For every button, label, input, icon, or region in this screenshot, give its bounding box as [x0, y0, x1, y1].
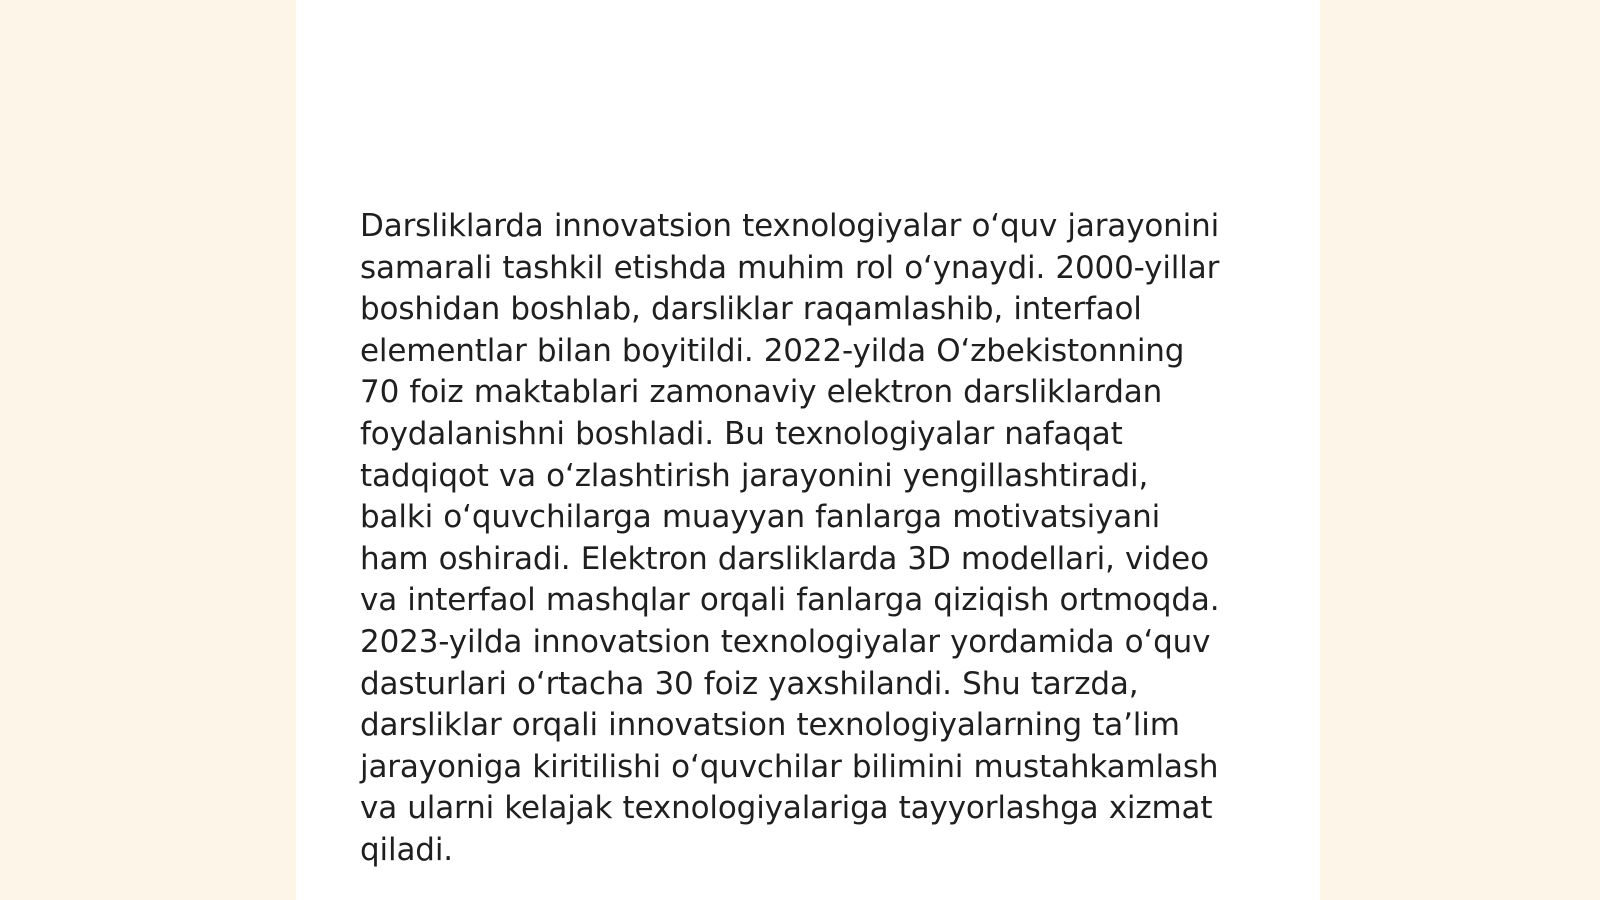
document-page: [296, 0, 1320, 900]
body-paragraph: Darsliklarda innovatsion texnologiyalar o‘quv jarayonini samarali tashkil etishda muhim rol o‘ynaydi. 2000-yillar boshidan boshlab, darsliklar raqamlashib, interfaol elementlar bilan boyitildi. 2022-yilda O‘zbekistonning 70 foiz maktablari zamonaviy elektron darsliklardan foydalanishni boshladi. Bu texnologiyalar nafaqat tadqiqot va o‘zlashtirish jarayonini yengillashtiradi, balki o‘quvchilarga muayyan fanlarga motivatsiyani ham oshiradi. Elektron darsliklarda 3D modellari, video va interfaol mashqlar orqali fanlarga qiziqish ortmoqda. 2023-yilda innovatsion texnologiyalar yordamida o‘quv dasturlari o‘rtacha 30 foiz yaxshilandi. Shu tarzda, darsliklar orqali innovatsion texnologiyalarning ta’lim jarayoniga kiritilishi o‘quvchilar bilimini mustahkamlash va ularni kelajak texnologiyalariga tayyorlashga xizmat qiladi.: [360, 208, 1220, 868]
